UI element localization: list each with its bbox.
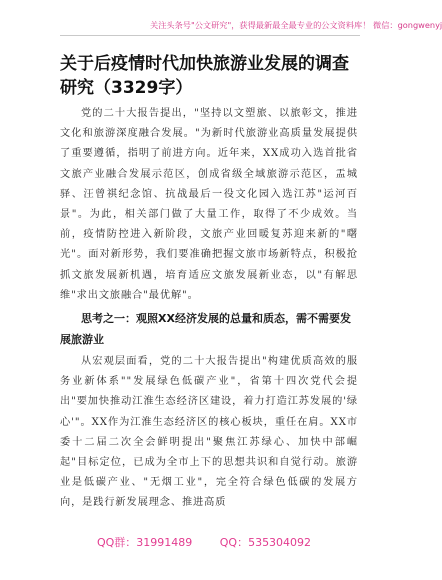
paragraph-section-1: 从宏观层面看，党的二十大报告提出"构建优质高效的服务业新体系""发展绿色低碳产业"，省第十四次党代会提出"要加快推动江淮生态经济区建设，着力打造江苏发展的'绿心'"。XX作为江淮生态经济区的核心板块，重任在肩。XX市委十二届二次全会鲜明提出"聚焦江苏绿心、加快中部崛起"目标定位，已成为全市上下的思想共识和自觉行动。旅游业是低碳产业、"无烟工业"，完全符合绿色低碳的发展方向，是践行新发展理念、推进高质 <box>60 356 358 509</box>
footer-qq-number: QQ：535304092 <box>219 536 312 549</box>
footer-contact <box>0 534 408 550</box>
header-banner: 关注头条号"公文研究"，获得最新最全最专业的公文资料库！ 微信：gongwenyj <box>150 20 442 30</box>
document-body <box>60 104 358 514</box>
document-title: 关于后疫情时代加快旅游业发展的调查研究（3329字） <box>60 54 349 98</box>
paragraph-intro: 党的二十大报告提出，"坚持以文塑旅、以旅彰文，推进文化和旅游深度融合发展。"为新时代旅游业高质量发展提供了重要遵循，指明了前进方向。近年来，XX成功入选首批省文旅产业融合发展示范区，创成省级全域旅游示范区，盂城驿、汪曾祺纪念馆、抗战最后一役文化园入选江苏"运河百景"。为此，相关部门做了大量工作，取得了不少成效。当前，疫情防控进入新阶段，文旅产业回暖复苏迎来新的"曙光"。面对新形势，我们要准确把握文旅市场新特点，积极抢抓文旅发展新机遇，培育适应文旅发展新业态，以"有解思维"求出文旅融合"最优解"。 <box>60 108 358 301</box>
section-heading-1: 思考之一：观照XX经济发展的总量和质态，需不需要发展旅游业 <box>60 312 351 347</box>
footer-qq-group: QQ群：31991489 <box>96 536 193 549</box>
header-divider <box>60 35 360 36</box>
